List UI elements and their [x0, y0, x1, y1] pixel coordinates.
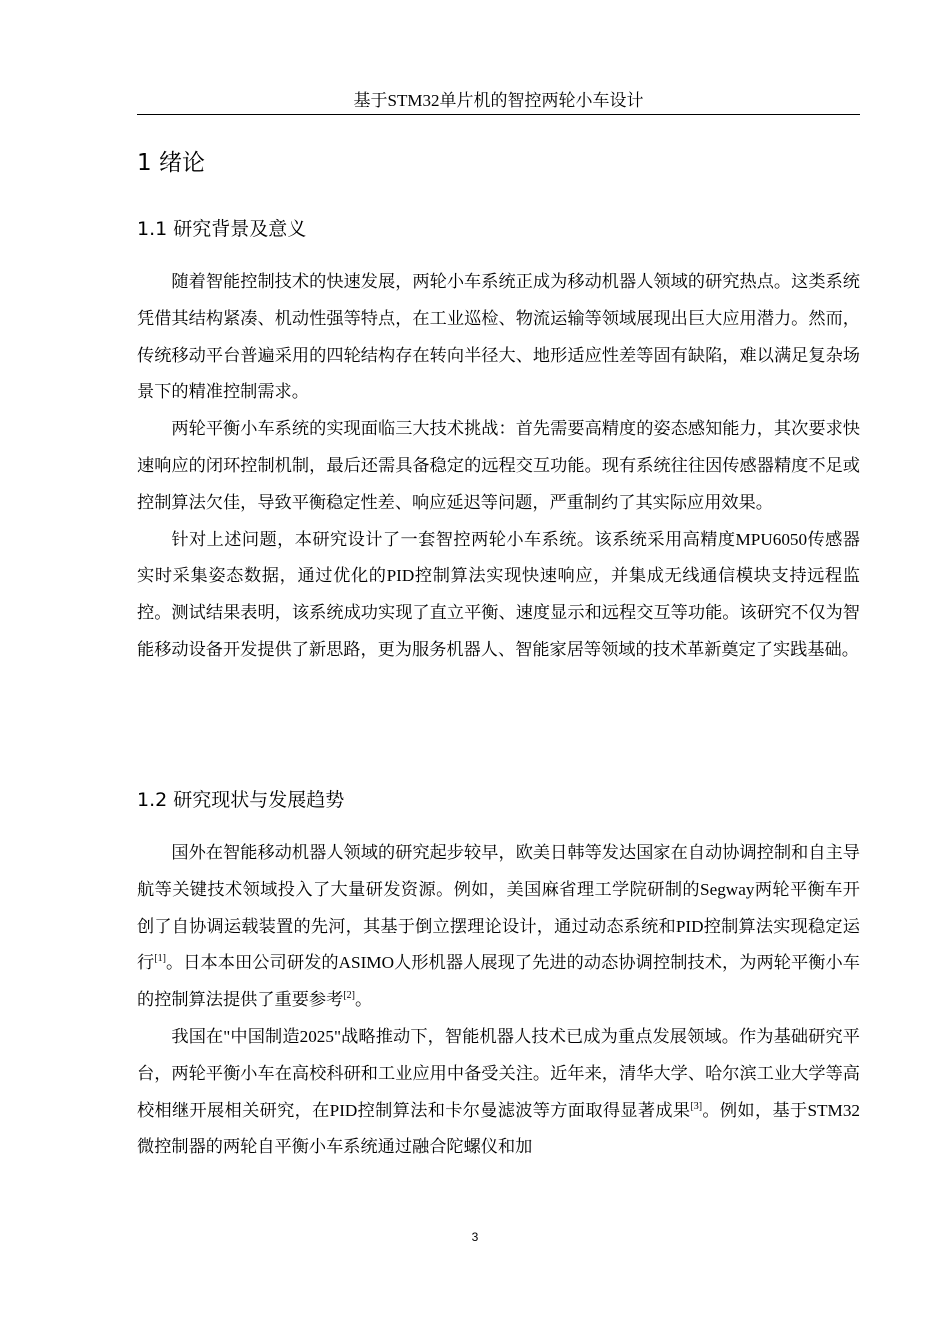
paragraph — [137, 835, 860, 1019]
chapter-title: 1 绪论 — [137, 150, 205, 176]
paragraph — [137, 1019, 860, 1166]
paragraph-text: 国外在智能移动机器人领域的研究起步较早，欧美日韩等发达国家在自动协调控制和自主导航等关键技术领域投入了大量研发资源。例如，美国麻省理工学院研制的Segway两轮平衡车开创了自协调运载装置的先河，其基于倒立摆理论设计，通过动态系统和PID控制算法实现稳定运行 — [137, 843, 860, 973]
header-title: 基于STM32单片机的智控两轮小车设计 — [353, 91, 644, 110]
section-1-2-body — [137, 835, 860, 1166]
citation-ref: [1] — [154, 953, 166, 965]
citation-ref: [3] — [690, 1100, 703, 1112]
paragraph-text: 。日本本田公司研发的ASIMO人形机器人展现了先进的动态协调控制技术，为两轮平衡小车的控制算法提供了重要参考 — [137, 953, 860, 1010]
paragraph: 针对上述问题，本研究设计了一套智控两轮小车系统。该系统采用高精度MPU6050传感器实时采集姿态数据，通过优化的PID控制算法实现快速响应，并集成无线通信模块支持远程监控。测试结果表明，该系统成功实现了直立平衡、速度显示和远程交互等功能。该研究不仅为智能移动设备开发提供了新思路，更为服务机器人、智能家居等领域的技术革新奠定了实践基础。 — [137, 529, 860, 659]
section-1-1-body — [137, 264, 860, 669]
paragraph: 随着智能控制技术的快速发展，两轮小车系统正成为移动机器人领域的研究热点。这类系统凭借其结构紧凑、机动性强等特点，在工业巡检、物流运输等领域展现出巨大应用潜力。然而，传统移动平台普遍采用的四轮结构存在转向半径大、地形适应性差等固有缺陷，难以满足复杂场景下的精准控制需求。 — [137, 272, 860, 402]
paragraph-text: 。 — [354, 990, 373, 1010]
paragraph-text: 我国在"中国制造2025"战略推动下，智能机器人技术已成为重点发展领域。作为基础研究平台，两轮平衡小车在高校科研和工业应用中备受关注。近年来，清华大学、哈尔滨工业大学等高校相继开展相关研究，在PID控制算法和卡尔曼滤波等方面取得显著成果 — [137, 1026, 860, 1120]
section-title-1-1: 1.1 研究背景及意义 — [137, 218, 307, 240]
running-header — [137, 90, 860, 115]
paragraph-text: 。例如，基于STM32微控制器的两轮自平衡小车系统通过融合陀螺仪和加 — [137, 1100, 861, 1157]
paragraph: 两轮平衡小车系统的实现面临三大技术挑战：首先需要高精度的姿态感知能力，其次要求快速响应的闭环控制机制，最后还需具备稳定的远程交互功能。现有系统往往因传感器精度不足或控制算法欠佳，导致平衡稳定性差、响应延迟等问题，严重制约了其实际应用效果。 — [137, 419, 860, 512]
section-title-1-2: 1.2 研究现状与发展趋势 — [137, 789, 345, 811]
citation-ref: [2] — [343, 990, 355, 1002]
page-number: 3 — [471, 1230, 479, 1244]
